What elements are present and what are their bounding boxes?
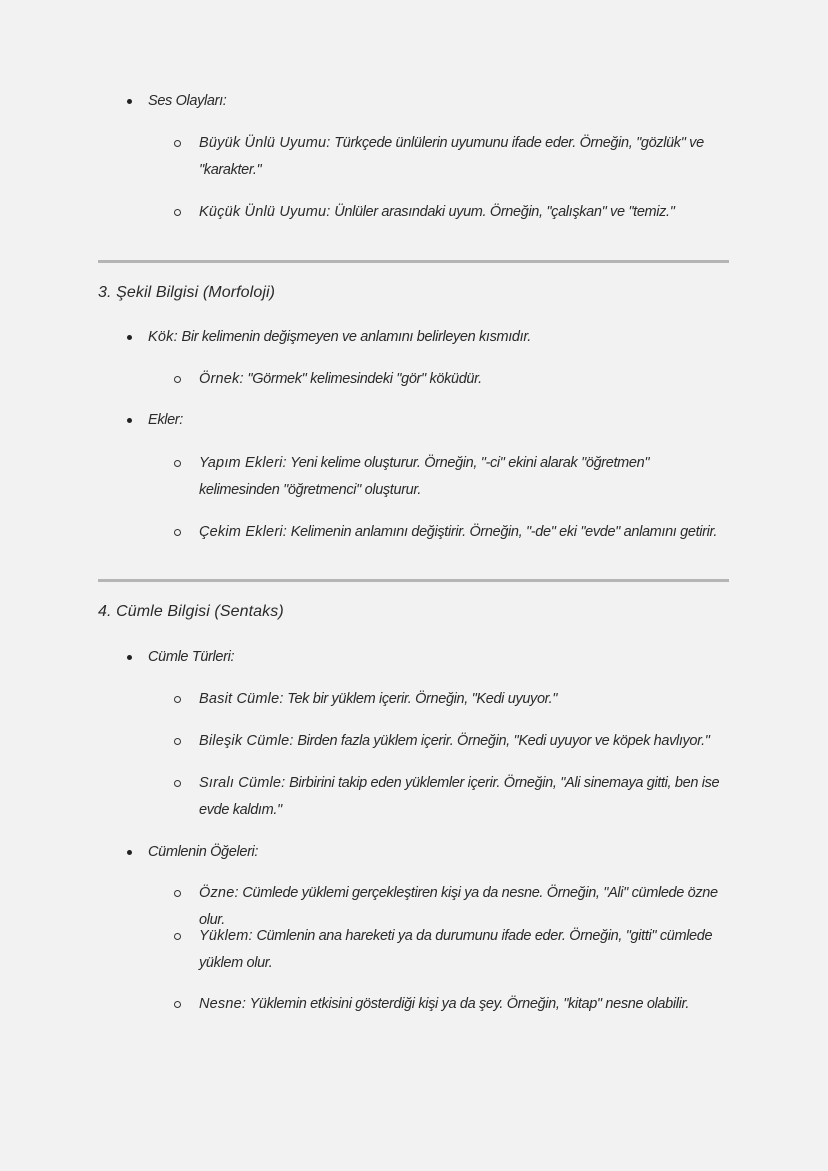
item-text: Birbirini takip eden yüklemler içerir. Örneğin, "Ali sinemaya gitti, ben ise evde kaldım." [199,775,720,818]
item-label: Kök: [148,329,178,345]
item-label: Yapım Ekleri: [199,455,287,471]
bullet-icon [127,655,132,660]
item-text: Birden fazla yüklem içerir. Örneğin, "Kedi uyuyor ve köpek havlıyor." [297,733,710,749]
circle-bullet-icon [174,933,181,940]
item-text: Yeni kelime oluşturur. Örneğin, "-ci" ekini alarak "öğretmen" kelimesinden "öğretmenci" oluşturur. [199,455,650,498]
circle-bullet-icon [174,460,181,467]
item-label: Büyük Ünlü Uyumu: [199,135,331,151]
item-text: Kelimenin anlamını değiştirir. Örneğin, "-de" eki "evde" anlamını getirir. [290,524,718,540]
circle-bullet-icon [174,738,181,745]
item-text: "Görmek" kelimesindeki "gör" köküdür. [247,371,482,387]
item-label: Çekim Ekleri: [199,524,287,540]
circle-bullet-icon [174,780,181,787]
circle-bullet-icon [174,209,181,216]
bullet-text: Ekler: [148,412,183,428]
circle-bullet-icon [174,529,181,536]
bullet-text: Cümle Türleri: [148,649,235,665]
item-text: Cümlenin ana hareketi ya da durumunu ifade eder. Örneğin, "gitti" cümlede yüklem olur. [199,928,713,971]
item-text: Cümlede yüklemi gerçekleştiren kişi ya da nesne. Örneğin, "Ali" cümlede özne olur. [199,885,718,928]
item-label: Nesne: [199,996,247,1012]
item-label: Sıralı Cümle: [199,775,286,791]
bullet-icon [127,99,132,104]
circle-bullet-icon [174,696,181,703]
item-text: Türkçede ünlülerin uyumunu ifade eder. Örneğin, "gözlük" ve "karakter." [199,135,704,178]
divider [98,260,729,263]
section-heading-morfoloji: 3. Şekil Bilgisi (Morfoloji) [98,284,276,301]
circle-bullet-icon [174,890,181,897]
item-label: Örnek: [199,371,244,387]
circle-bullet-icon [174,140,181,147]
item-label: Yüklem: [199,928,253,944]
item-text: Bir kelimenin değişmeyen ve anlamını belirleyen kısmıdır. [181,329,531,345]
item-label: Basit Cümle: [199,691,284,707]
bullet-text: Cümlenin Öğeleri: [148,844,259,860]
divider [98,579,729,582]
item-text: Tek bir yüklem içerir. Örneğin, "Kedi uyuyor." [287,691,558,707]
circle-bullet-icon [174,1001,181,1008]
section-heading-sentaks: 4. Cümle Bilgisi (Sentaks) [98,603,284,620]
item-label: Özne: [199,885,239,901]
item-text: Yüklemin etkisini gösterdiği kişi ya da şey. Örneğin, "kitap" nesne olabilir. [249,996,690,1012]
item-label: Bileşik Cümle: [199,733,294,749]
item-text: Ünlüler arasındaki uyum. Örneğin, "çalışkan" ve "temiz." [334,204,675,220]
item-label: Küçük Ünlü Uyumu: [199,204,331,220]
bullet-text: Ses Olayları: [148,93,227,109]
bullet-icon [127,418,132,423]
circle-bullet-icon [174,376,181,383]
bullet-icon [127,850,132,855]
bullet-icon [127,335,132,340]
